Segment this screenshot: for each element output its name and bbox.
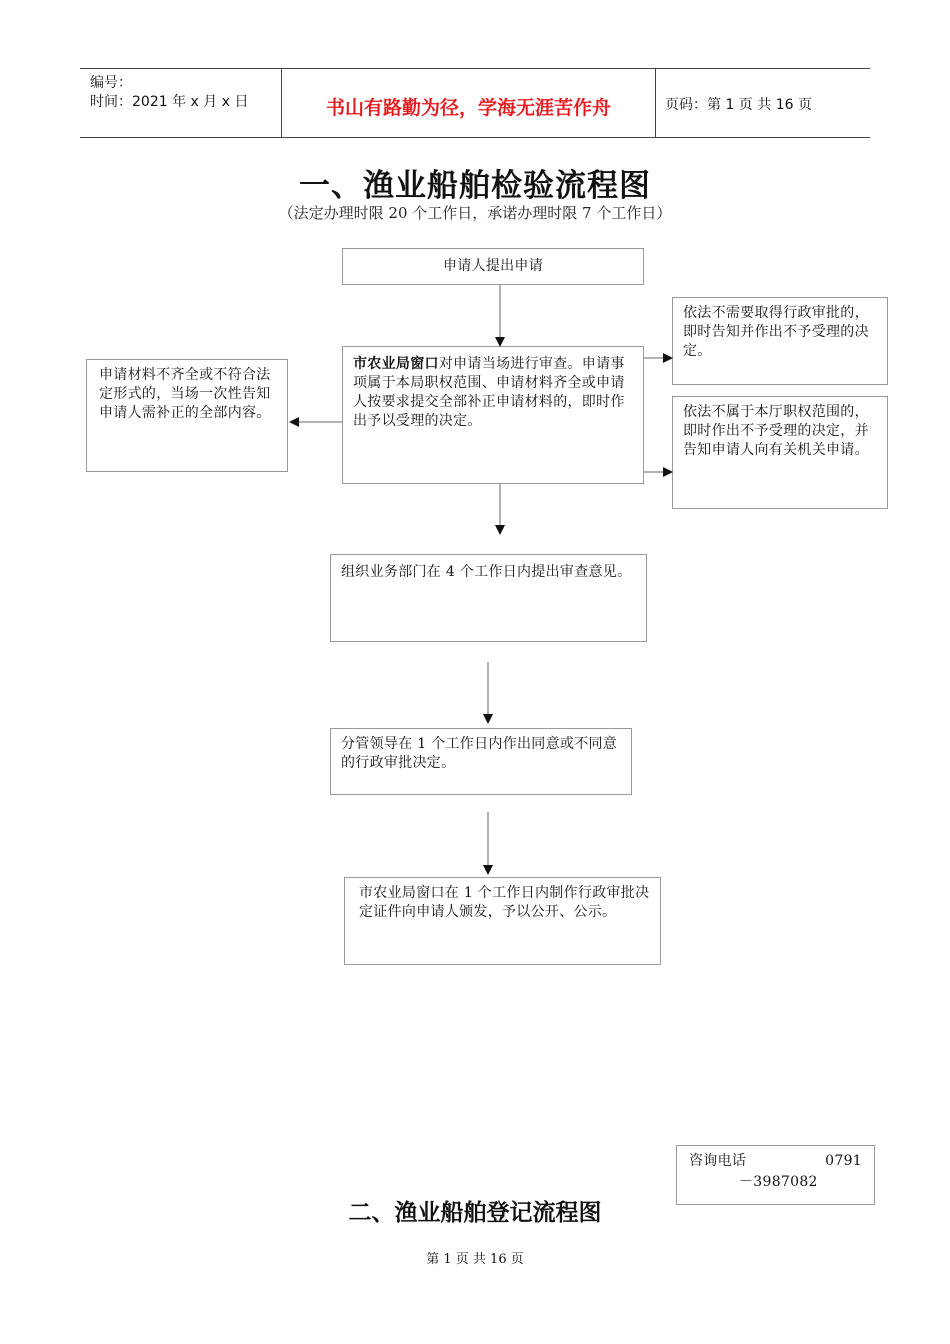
flow-review-text: 对申请当场进行审查。申请事项属于本局职权范围、申请材料齐全或申请人按要求提交全部补正申请材料的，即时作出予以受理的决定。 (353, 356, 625, 429)
flow-incomplete-text: 申请材料不齐全或不符合法定形式的，当场一次性告知申请人需补正的全部内容。 (99, 367, 271, 421)
section2-title: 二、渔业船舶登记流程图 (348, 1200, 602, 1226)
arrowhead-down-3 (483, 714, 493, 724)
consult-area-code: 0791 (825, 1153, 862, 1169)
header-number: 编号： (90, 75, 132, 91)
arrowhead-down-2 (495, 525, 505, 535)
flow-review-bold: 市农业局窗口 (353, 356, 439, 372)
flow-dept-review-text: 组织业务部门在 4 个工作日内提出审查意见。 (341, 564, 632, 580)
page-footer: 第 1 页 共 16 页 (426, 1252, 524, 1267)
flow-leader-decision-text: 分管领导在 1 个工作日内作出同意或不同意的行政审批决定。 (341, 736, 618, 771)
section1-subtitle: （法定办理时限 20 个工作日，承诺办理时限 7 个工作日） (278, 204, 672, 222)
arrowhead-down-1 (495, 337, 505, 347)
flow-issue-certificate-text: 市农业局窗口在 1 个工作日内制作行政审批决定证件向申请人颁发，予以公开、公示。 (359, 885, 650, 920)
arrowhead-right-2 (663, 467, 673, 477)
arrowhead-down-4 (483, 865, 493, 875)
flow-no-approval-text: 依法不需要取得行政审批的，即时告知并作出不予受理的决定。 (683, 305, 869, 359)
flow-not-in-scope-text: 依法不属于本厅职权范围的，即时作出不予受理的决定，并告知申请人向有关机关申请。 (683, 404, 869, 458)
section1-title: 一、渔业船舶检验流程图 (299, 168, 651, 204)
arrowhead-right-1 (663, 353, 673, 363)
arrowhead-left-1 (289, 417, 299, 427)
flow-apply-text: 申请人提出申请 (442, 258, 544, 274)
consult-number: －3987082 (739, 1174, 818, 1190)
header-page-number: 页码：第 1 页 共 16 页 (665, 97, 812, 113)
consult-label: 咨询电话 (689, 1153, 747, 1169)
header-time: 时间：2021 年 x 月 x 日 (90, 94, 249, 110)
header-motto: 书山有路勤为径，学海无涯苦作舟 (325, 97, 611, 119)
